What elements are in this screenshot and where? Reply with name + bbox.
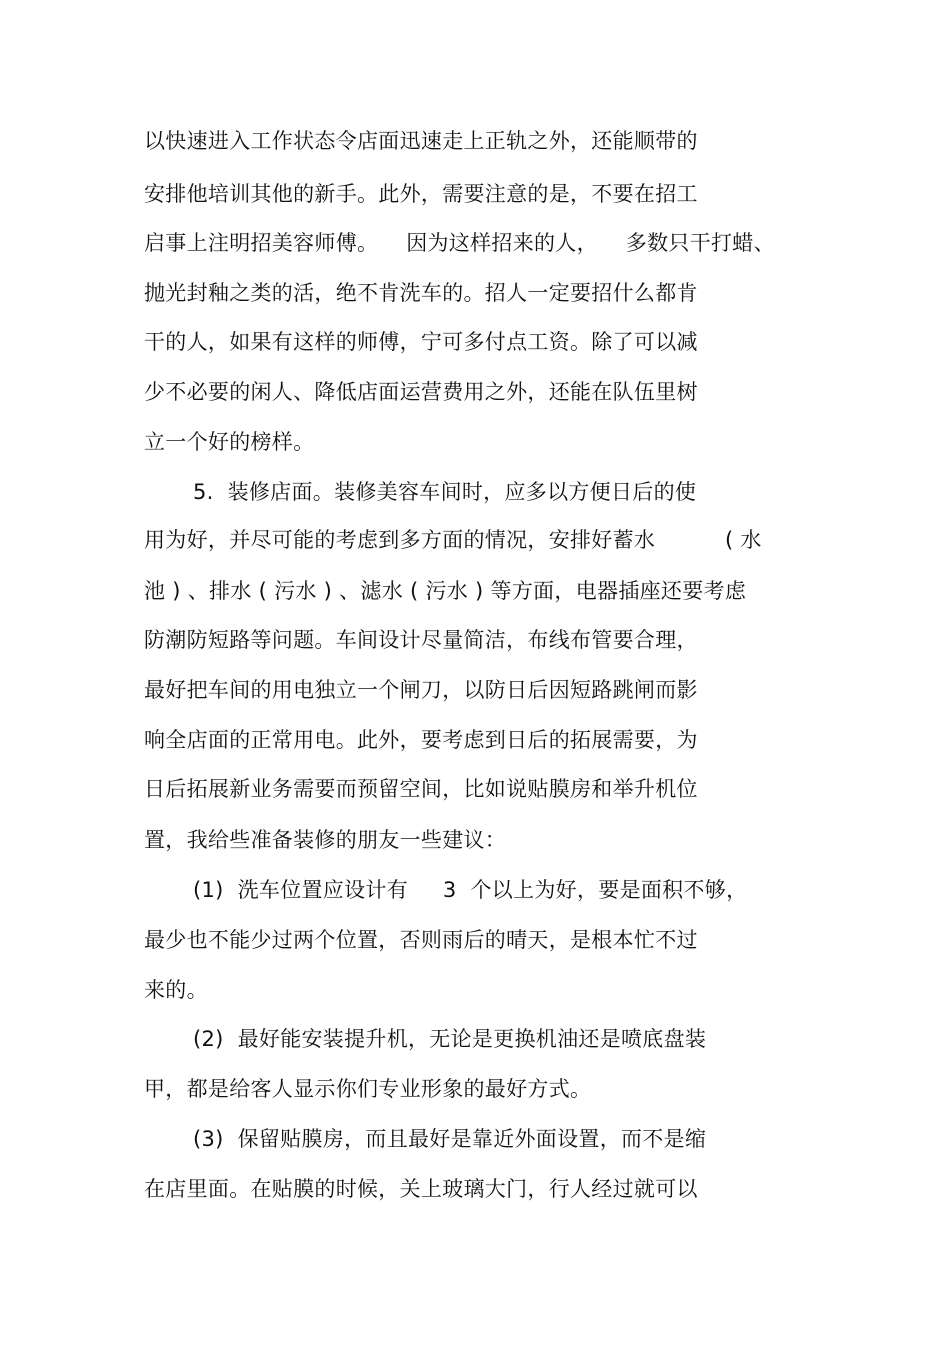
text-line: 置，我给些准备装修的朋友一些建议： (144, 828, 507, 852)
text-line: 用为好，并尽可能的考虑到多方面的情况，安排好蓄水 ( 水 (144, 528, 762, 552)
text-line: 干的人，如果有这样的师傅，宁可多付点工资。除了可以减 (144, 330, 698, 354)
text-line: 以快速进入工作状态令店面迅速走上正轨之外，还能顺带的 (144, 129, 698, 153)
text-line: 池 ) 、排水 ( 污水 ) 、滤水 ( 污水 ) 等方面，电器插座还要考虑 (144, 579, 747, 603)
text-line: 最好把车间的用电独立一个闸刀，以防日后因短路跳闸而影 (144, 678, 698, 702)
text-line: 防潮防短路等问题。车间设计尽量简洁，布线布管要合理， (144, 628, 698, 652)
text-line: 甲，都是给客人显示你们专业形象的最好方式。 (144, 1077, 592, 1101)
section-heading: 5. 装修店面。装修美容车间时，应多以方便日后的使 (193, 480, 697, 504)
text-line: 最少也不能少过两个位置，否则雨后的晴天，是根本忙不过 (144, 928, 698, 952)
text-line: 日后拓展新业务需要而预留空间，比如说贴膜房和举升机位 (144, 777, 698, 801)
text-line: 在店里面。在贴膜的时候，关上玻璃大门，行人经过就可以 (144, 1177, 698, 1201)
text-line: 安排他培训其他的新手。此外，需要注意的是，不要在招工 (144, 182, 698, 206)
text-line: 立一个好的榜样。 (144, 430, 315, 454)
text-line: 响全店面的正常用电。此外，要考虑到日后的拓展需要，为 (144, 728, 698, 752)
text-line: 抛光封釉之类的活，绝不肯洗车的。招人一定要招什么都肯 (144, 281, 698, 305)
list-item-2: (2) 最好能安装提升机，无论是更换机油还是喷底盘装 (193, 1027, 707, 1051)
list-item-1: (1) 洗车位置应设计有 3 个以上为好，要是面积不够， (193, 878, 748, 902)
list-item-3: (3) 保留贴膜房，而且最好是靠近外面设置，而不是缩 (193, 1127, 707, 1151)
text-line: 来的。 (144, 978, 208, 1002)
text-line: 启事上注明招美容师傅。 因为这样招来的人， 多数只干打蜡、 (144, 231, 775, 255)
text-line: 少不必要的闲人、降低店面运营费用之外，还能在队伍里树 (144, 380, 698, 404)
